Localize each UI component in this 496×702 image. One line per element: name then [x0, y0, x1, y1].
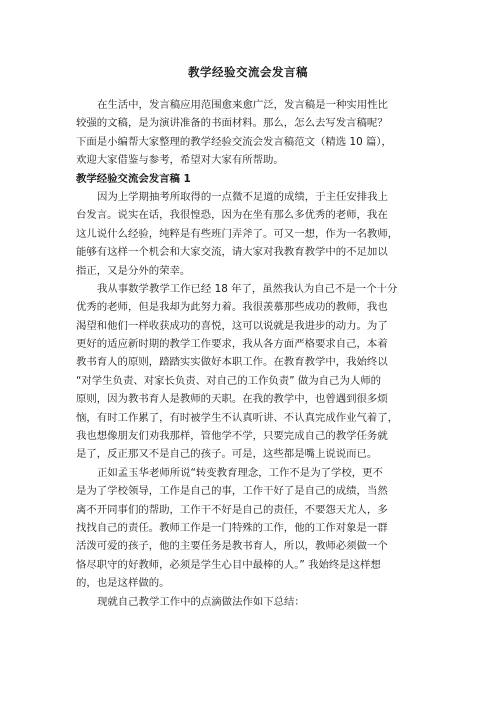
paragraph-line: “对学生负责、对家长负责、对自己的工作负责” 做为自己为人师的: [76, 374, 382, 387]
paragraph-line: 因为上学期抽考所取得的一点微不足道的成绩，于主任安排我上: [97, 190, 388, 203]
intro-paragraph: [76, 96, 419, 170]
body-paragraph: [76, 280, 419, 464]
paragraph-line: 离不开同事们的帮助，工作干不好是自己的责任，不要怨天尤人，多: [76, 503, 388, 516]
paragraph-line: 恼，有时工作累了，有时被学生不认真听讲、不认真完成作业气着了，: [76, 411, 399, 424]
paragraph-line: 欢迎大家借鉴与参考，希望对大家有所帮助。: [76, 154, 284, 167]
body-paragraph: [76, 188, 419, 280]
paragraph-line: 是了，反正那又不是自己的孩子。可是，这些都是嘴上说说而已。: [76, 448, 378, 461]
paragraph-line: 优秀的老师，但是我却为此努力着。我很羡慕那些成功的教师，我也: [76, 301, 388, 314]
paragraph-line: 较强的文稿，是为演讲准备的书面材料。那么，怎么去写发言稿呢？: [76, 117, 388, 130]
paragraph-line: 台发言。说实在话，我很惶恐，因为在坐有那么多优秀的老师，我在: [76, 209, 388, 222]
paragraph-line: 正如孟玉华老师所说“转变教育理念，工作不是为了学校，更不: [97, 466, 383, 479]
paragraph-line: 这儿说什么经验，纯粹是有些班门弄斧了。可又一想，作为一名教师，: [76, 227, 399, 240]
section-heading: 教学经验交流会发言稿 1: [76, 172, 191, 185]
body-paragraph: [76, 593, 419, 611]
document-body: [76, 96, 419, 611]
paragraph-line: 更好的适应新时期的教学工作要求，我从各方面严格要求自己，本着: [76, 338, 388, 351]
paragraph-line: 找找自己的责任。教师工作是一门特殊的工作，他的工作对象是一群: [76, 521, 388, 534]
paragraph-line: 下面是小编帮大家整理的教学经验交流会发言稿范文（精选 10 篇），: [76, 135, 392, 148]
body-paragraph: [76, 464, 419, 593]
paragraph-line: 原则，因为教书育人是教师的天职。在我的教学中，也曾遇到很多烦: [76, 393, 388, 406]
paragraph-line: 活泼可爱的孩子，他的主要任务是教书育人，所以，教师必须做一个: [76, 540, 388, 553]
paragraph-line: 能够有这样一个机会和大家交流，请大家对我教育教学中的不足加以: [76, 246, 388, 259]
paragraph-line: 是为了学校领导，工作是自己的事，工作干好了是自己的成绩，当然: [76, 485, 388, 498]
paragraph-line: 的，也是这样做的。: [76, 577, 170, 590]
paragraph-line: 恪尽职守的好教师，必须是学生心目中最棒的人。” 我始终是这样想: [76, 558, 381, 571]
document-title: 教学经验交流会发言稿: [188, 65, 308, 79]
paragraph-line: 在生活中，发言稿应用范围愈来愈广泛，发言稿是一种实用性比: [97, 99, 388, 111]
paragraph-line: 我也想像朋友们劝我那样，管他学不学，只要完成自己的教学任务就: [76, 430, 388, 443]
paragraph-line: 现就自己教学工作中的点滴做法作如下总结：: [97, 595, 305, 608]
paragraph-line: 我从事数学教学工作已经 18 年了，虽然我认为自己不是一个十分: [97, 282, 398, 295]
paragraph-line: 教书育人的原则，踏踏实实做好本职工作。在教育教学中，我始终以: [76, 356, 388, 369]
paragraph-line: 指正，又是分外的荣幸。: [76, 264, 191, 277]
paragraph-line: 渴望和他们一样收获成功的喜悦，这可以说就是我进步的动力。为了: [76, 319, 388, 332]
